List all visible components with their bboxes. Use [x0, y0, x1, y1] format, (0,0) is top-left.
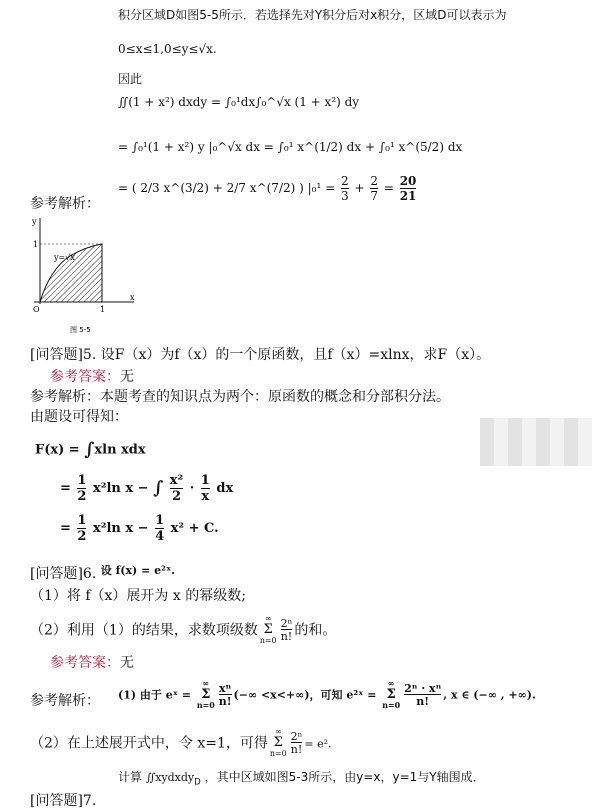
eq1-frac-den-d: 7: [370, 188, 378, 203]
q6-part3-text: （2）在上述展开式中，令 x=1，可得: [30, 735, 268, 752]
intro-therefore: 因此: [118, 72, 143, 86]
q5-analysis: 参考解析：本题考查的知识点为两个：原函数的概念和分部积分法。: [30, 389, 450, 405]
figure-caption: 图 5-5: [70, 326, 91, 334]
q6-analysis-frac-den: n!: [218, 695, 232, 709]
q6-answer-label: 参考答案：: [50, 655, 120, 671]
eq2-l2-num-a: 1: [77, 473, 87, 488]
eq2-l2-num-f: 1: [200, 473, 210, 488]
eq2-l2-den-e: 2: [170, 488, 183, 504]
q6-analysis-3: , x ∈ (−∞ , +∞).: [443, 688, 536, 702]
eq2-lhs: F(x) =: [35, 442, 85, 458]
eq1-frac-num-c: 2: [370, 174, 378, 188]
eq1-equals: =: [383, 181, 394, 196]
series-index: n=0: [259, 636, 277, 646]
eq2-l3-tail: x² + C.: [170, 521, 219, 537]
analysis-label-1: 参考解析：: [30, 196, 100, 212]
q5-answer-label: 参考答案：: [50, 369, 120, 385]
eq2-l2-den-b: 2: [77, 488, 87, 504]
eq2-line3: = $\frac{1}{2}$ x²ln x − $\frac{1}{4}$ x² + C.: [60, 513, 219, 544]
blurred-overlay: [480, 418, 592, 466]
series-num: 2ⁿ: [280, 616, 293, 630]
q6-analysis-frac2-den: n!: [404, 694, 441, 708]
eq2-l3-text: x²ln x −: [93, 521, 154, 537]
q6-analysis-1: (1) 由于 eˣ =: [118, 688, 195, 702]
x-axis-label: x: [130, 293, 135, 302]
q7-line: [118, 768, 485, 787]
origin-label: O: [33, 305, 40, 314]
q6-title-text: [问答题]6.: [30, 566, 97, 582]
q6-given: 设 f(x) = e²ˣ.: [100, 564, 176, 577]
q5-answer: [50, 366, 134, 386]
q5-answer-text: 无: [120, 369, 134, 385]
q5-title: [问答题]5. 设F（x）为f（x）的一个原函数，且f（x）=xlnx，求F（x）。: [30, 347, 491, 363]
q6-analysis-2: (−∞ <x<+∞)，可知 e²ˣ =: [233, 688, 381, 702]
eq1-line1: ∬(1 + x²) dxdy = ∫₀¹dx∫₀^√x (1 + x²) dy: [118, 95, 360, 109]
series-top: ∞: [264, 614, 272, 623]
q6-part3-end: = e².: [304, 737, 332, 751]
eq2-line2: = $\frac{1}{2}$ x²ln x − ∫ $\frac{\text{x²}}{2}$ · $\frac{1}{x}$ dx: [60, 473, 234, 504]
q6-part2-end: 的和。: [294, 622, 337, 639]
tick-one-y: 1: [33, 240, 39, 249]
series-den: n!: [280, 630, 293, 644]
q6-analysis-frac-num: xⁿ: [218, 681, 232, 695]
eq1-frac-den-b: 3: [340, 188, 349, 203]
q6-analysis-label: 参考解析：: [30, 693, 100, 709]
q6-answer: [50, 652, 134, 672]
eq2-l2-dx: dx: [216, 481, 234, 497]
q5-given: 由题设可得知：: [30, 409, 128, 425]
intro-domain: 0≤x≤1,0≤y≤√x.: [118, 42, 217, 56]
q7-calc: 计算: [118, 770, 143, 784]
q7-region-d: D: [194, 777, 201, 788]
eq2-l1-rhs: xln xdx: [94, 442, 146, 458]
q6-title: [30, 562, 175, 583]
q6-answer-text: 无: [120, 655, 134, 671]
eq2-l2-text: x²ln x −: [93, 481, 154, 497]
eq1-line3: [118, 175, 418, 202]
q6-part1: （1）将 f（x）展开为 x 的幂级数;: [30, 588, 246, 604]
q7-integral: ∬xydxdy: [145, 771, 195, 784]
q6-part2: （2）利用（1）的结果，求数项级数 ∞ Σ n=0 $\frac{\text{2ⁿ}}{n!}$ 的和。: [30, 614, 337, 646]
eq2-l2-den-g: x: [201, 488, 210, 504]
tick-one-x: 1: [100, 305, 106, 314]
eq2-line1: F(x) = ∫xln xdx: [35, 440, 146, 460]
eq1-line3-left: = ( 2/3 x^(3/2) + 2/7 x^(7/2) ) |₀¹ =: [118, 181, 339, 196]
eq2-l3-den-b: 2: [77, 528, 87, 544]
q6-analysis: (1) 由于 eˣ = ∞ Σ n=0 $\frac{\text{xⁿ}}{n!}$ (−∞ <x<+∞)，可知 e²ˣ = ∞ Σ n=0 $\frac{\text{2ⁿ · xⁿ}}{n!}$ , x ∈ (−∞ , +∞).: [118, 679, 536, 711]
q6-analysis-frac2-num: 2ⁿ · xⁿ: [404, 681, 442, 695]
figure-5-5: [30, 214, 140, 336]
eq2-l3-num-a: 1: [77, 513, 87, 528]
eq2-l2-num-d: x²: [169, 473, 184, 488]
q7-title: [问答题]7.: [30, 793, 97, 809]
q6-part3: （2）在上述展开式中，令 x=1，可得 ∞ Σ n=0 $\frac{\text{2ⁿ}}{n!}$ = e².: [30, 727, 332, 759]
intro-sentence: 积分区域D如图5-5所示．若选择先对Y积分后对x积分，区域D可以表示为: [118, 8, 507, 22]
y-axis-label: y: [32, 217, 37, 226]
eq1-plus: +: [354, 181, 365, 196]
q7-rest: ，其中区域如图5-3所示，由y=x，y=1与Y轴围成．: [204, 770, 485, 784]
curve-label: y=√x: [54, 253, 75, 262]
eq1-line2: = ∫₀¹(1 + x²) y |₀^√x dx = ∫₀¹ x^(1/2) dx + ∫₀¹ x^(5/2) dx: [118, 140, 463, 154]
eq1-result-num: 20: [399, 174, 417, 188]
eq1-frac-num-a: 2: [340, 174, 349, 188]
eq2-l3-num-d: 1: [155, 513, 165, 528]
q6-part2-text: （2）利用（1）的结果，求数项级数: [30, 622, 258, 639]
eq2-l3-den-e: 4: [155, 528, 165, 544]
eq1-result-den: 21: [399, 188, 417, 203]
